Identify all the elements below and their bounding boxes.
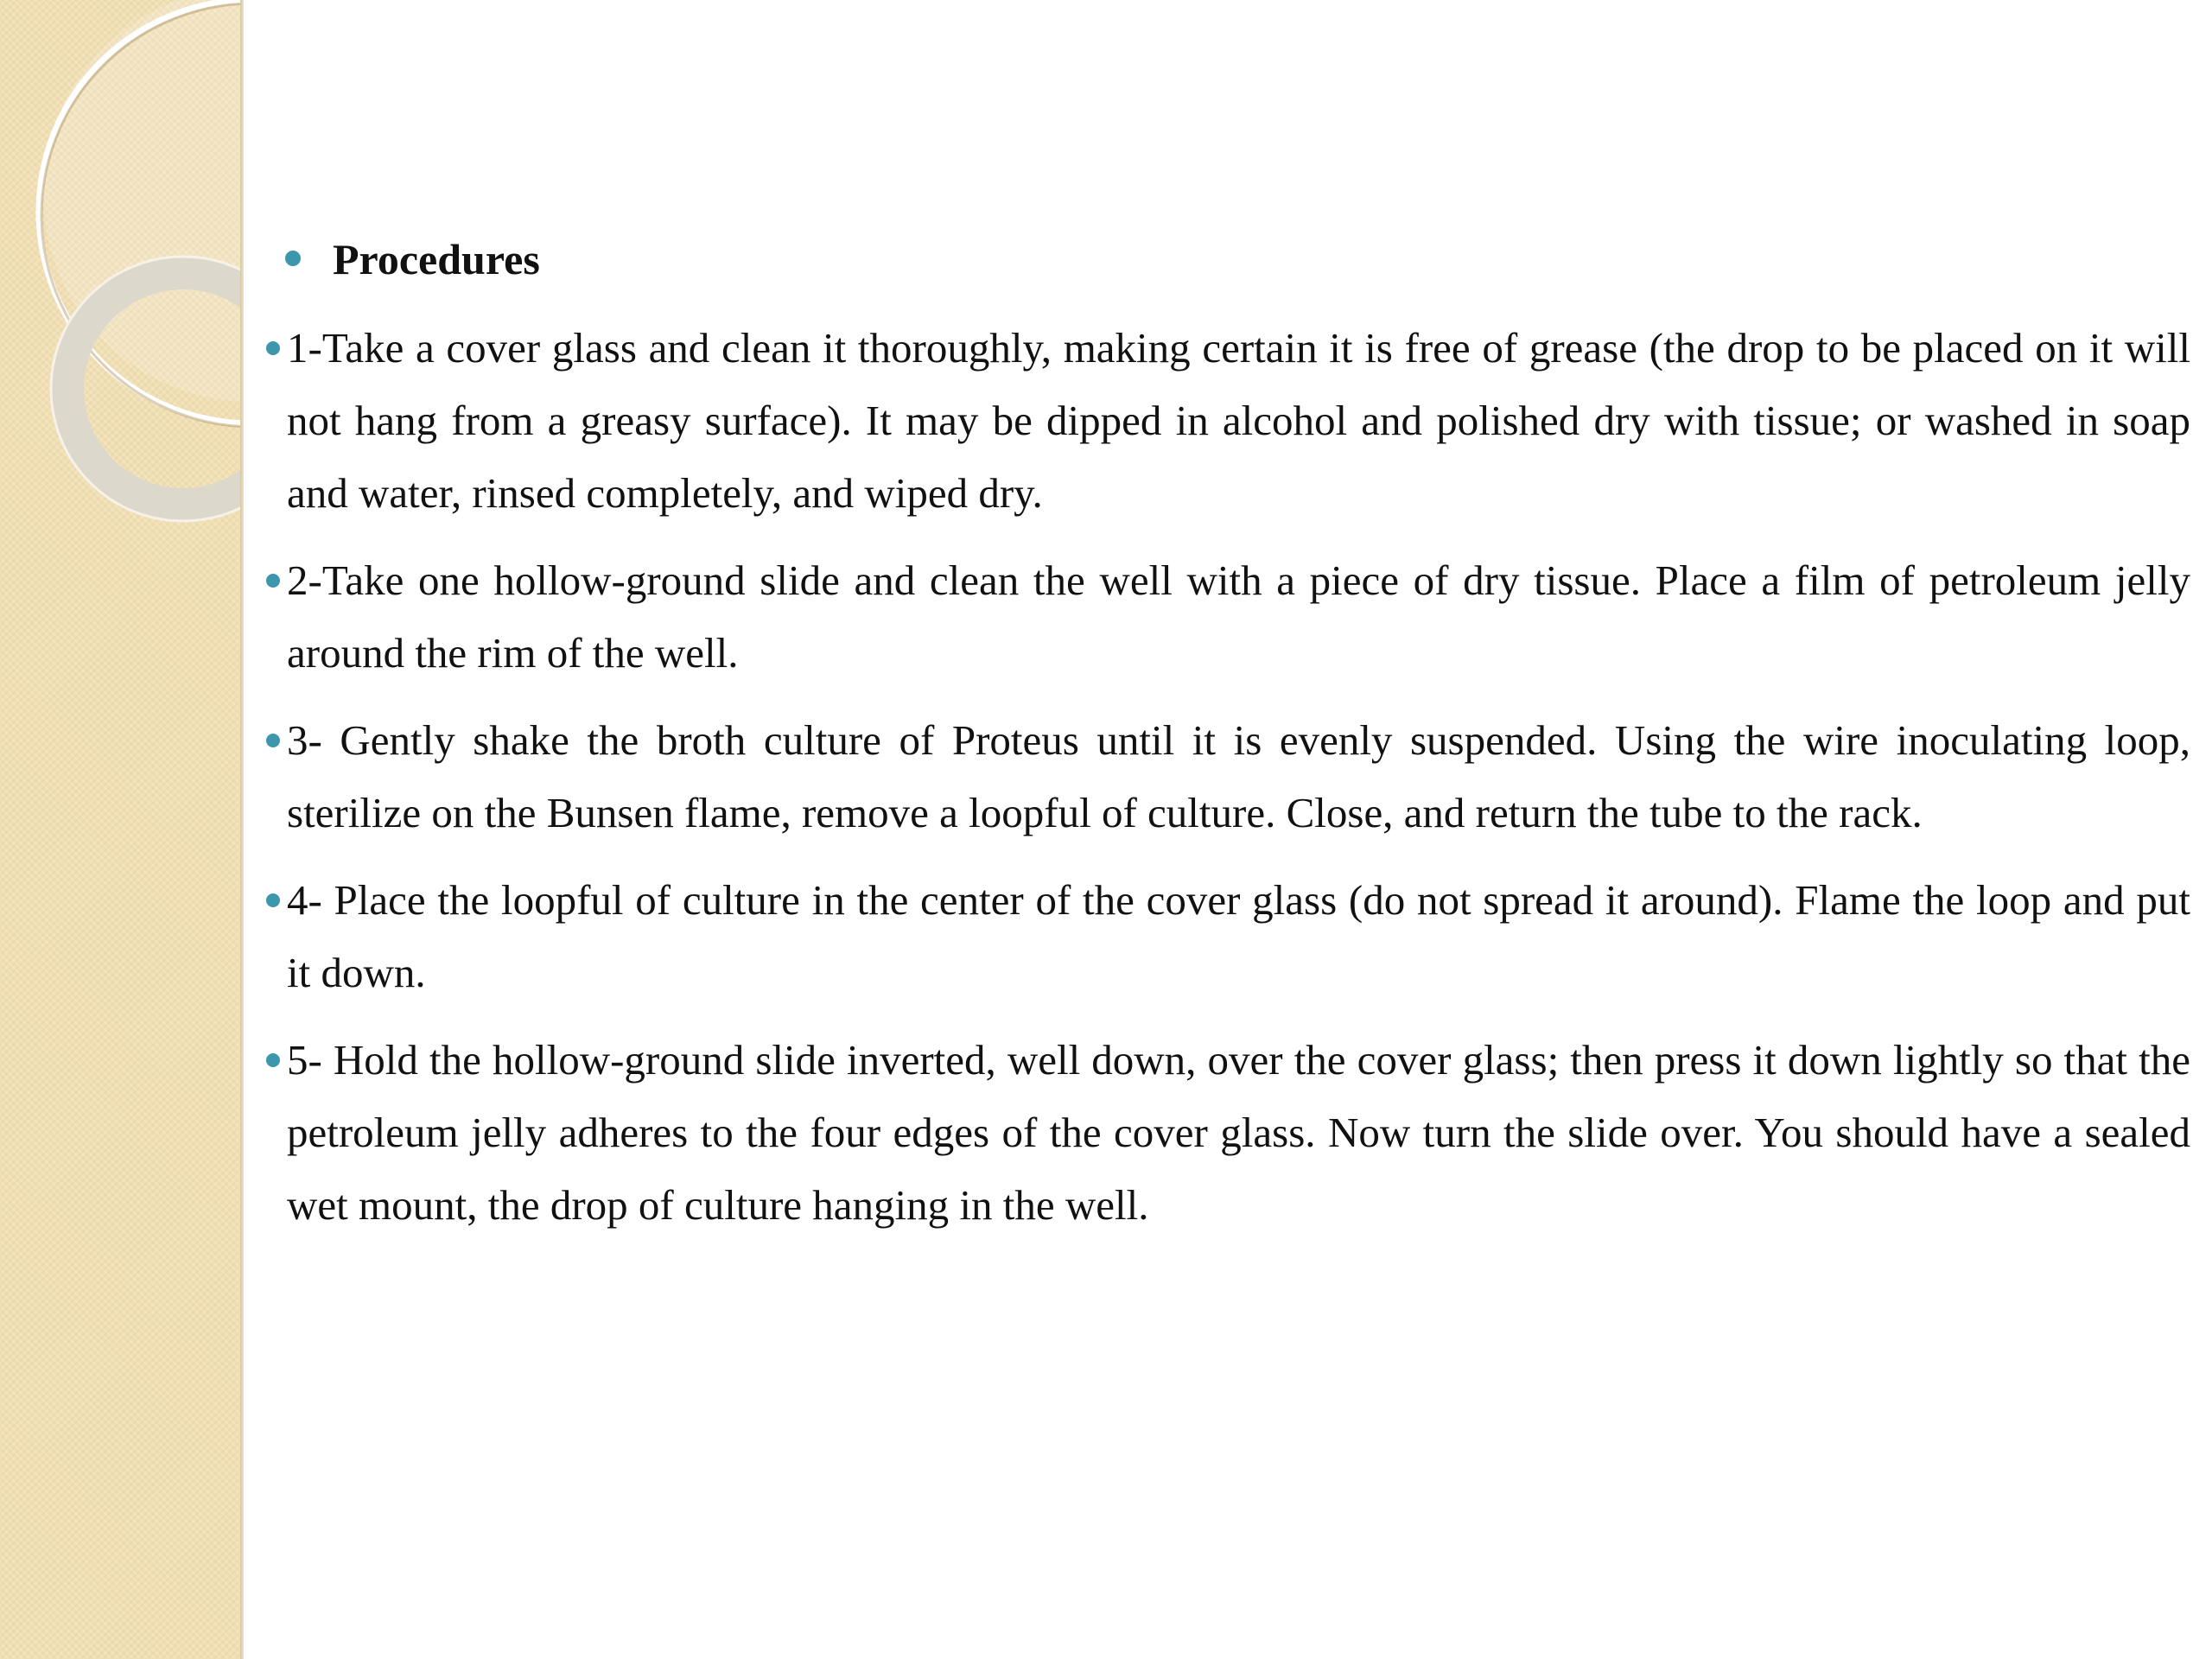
slide-content — [259, 225, 2190, 1242]
procedure-step-text: 1-Take a cover glass and clean it thoroughly, making certain it is free of grease (the drop to be placed on it will not hang from a greasy surface). It may be dipped in alcohol and polished dry with tissue; or washed in soap and water, rinsed completely, and wiped dry. — [287, 324, 2190, 517]
procedure-step-4 — [259, 864, 2190, 1009]
bullet-dot-icon — [285, 251, 301, 266]
procedure-step-1 — [259, 312, 2190, 530]
bullet-dot-icon — [266, 574, 280, 588]
sidebar-edge-shadow — [240, 0, 244, 1659]
decorative-rings — [0, 0, 244, 553]
procedure-step-5 — [259, 1024, 2190, 1242]
procedure-step-3 — [259, 704, 2190, 849]
procedure-list — [259, 312, 2190, 1242]
procedure-step-text: 2-Take one hollow-ground slide and clean the well with a piece of dry tissue. Place a film of petroleum jelly around the rim of the well. — [287, 556, 2190, 677]
heading-row — [259, 225, 2190, 297]
procedure-step-text: 4- Place the loopful of culture in the center of the cover glass (do not spread it around). Flame the loop and put it down. — [287, 876, 2190, 996]
bullet-dot-icon — [266, 734, 280, 747]
decorative-sidebar — [0, 0, 244, 1659]
procedure-step-text: 5- Hold the hollow-ground slide inverted, well down, over the cover glass; then press it down lightly so that the petroleum jelly adheres to the four edges of the cover glass. Now turn the slide over. You should have a sealed wet mount, the drop of culture hanging in the well. — [287, 1036, 2190, 1229]
slide-heading: Procedures — [333, 235, 540, 283]
bullet-dot-icon — [266, 341, 280, 355]
bullet-dot-icon — [266, 1053, 280, 1067]
procedure-step-text: 3- Gently shake the broth culture of Proteus until it is evenly suspended. Using the wire inoculating loop, sterilize on the Bunsen flame, remove a loopful of culture. Close, and return the tube to the rack. — [287, 716, 2190, 836]
bullet-dot-icon — [266, 893, 280, 907]
procedure-step-2 — [259, 544, 2190, 690]
